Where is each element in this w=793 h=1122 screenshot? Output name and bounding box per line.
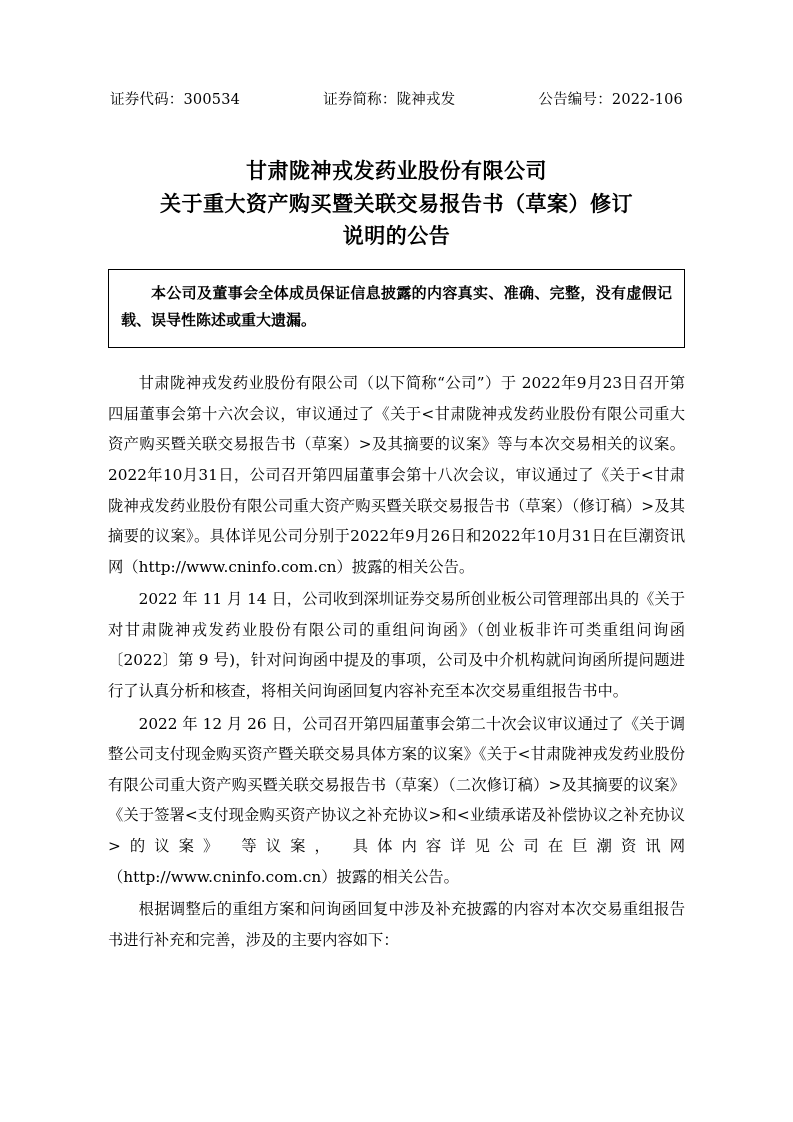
disclaimer-text: 本公司及董事会全体成员保证信息披露的内容真实、准确、完整，没有虚假记载、误导性陈述或重大遗漏。 [121,283,672,330]
security-name: 证券简称：陇神戎发 [323,92,456,108]
title-line-1: 甘肃陇神戎发药业股份有限公司 [246,158,547,183]
body-paragraph: 2022 年 12 月 26 日，公司召开第四届董事会第二十次会议审议通过了《关于调整公司支付现金购买资产暨关联交易具体方案的议案》《关于<甘肃陇神戎发药业股份有限公司重大资产购买暨关联交易报告书（草案）（二次修订稿）>及其摘要的议案》《关于签署<支付现金购买资产协议之补充协议>和<业绩承诺及补偿协议之补充协议>的议案》 等议案， 具体内容详见公司在巨潮资讯网（http://www.cninfo.com.cn）披露的相关公告。 [108,714,685,886]
body-paragraph: 2022 年 11 月 14 日，公司收到深圳证券交易所创业板公司管理部出具的《关于对甘肃陇神戎发药业股份有限公司的重组问询函》（创业板非许可类重组问询函〔2022〕第 9 号)，针对问询函中提及的事项，公司及中介机构就问询函所提问题进行了认真分析和核查，将相关问询函回复内容补充至本次交易重组报告书中。 [108,590,685,701]
document-body [108,368,685,955]
disclaimer-box [108,269,685,349]
security-code: 证券代码：300534 [110,92,241,108]
title-line-2: 关于重大资产购买暨关联交易报告书（草案）修订 [160,190,633,216]
page-title [108,155,685,253]
body-paragraph: 根据调整后的重组方案和问询函回复中涉及补充披露的内容对本次交易重组报告书进行补充和完善，涉及的主要内容如下： [108,900,685,949]
announcement-number: 公告编号：2022-106 [538,92,683,108]
body-paragraph: 甘肃陇神戎发药业股份有限公司（以下简称“公司”）于 2022年9月23日召开第四届董事会第十六次会议，审议通过了《关于<甘肃陇神戎发药业股份有限公司重大资产购买暨关联交易报告书（草案）>及其摘要的议案》等与本次交易相关的议案。2022年10月31日，公司召开第四届董事会第十八次会议，审议通过了《关于<甘肃陇神戎发药业股份有限公司重大资产购买暨关联交易报告书（草案）（修订稿）>及其摘要的议案》。具体详见公司分别于2022年9月26日和2022年10月31日在巨潮资讯网（http://www.cninfo.com.cn）披露的相关公告。 [108,374,685,576]
document-header [108,88,685,109]
title-line-3: 说明的公告 [342,223,451,249]
